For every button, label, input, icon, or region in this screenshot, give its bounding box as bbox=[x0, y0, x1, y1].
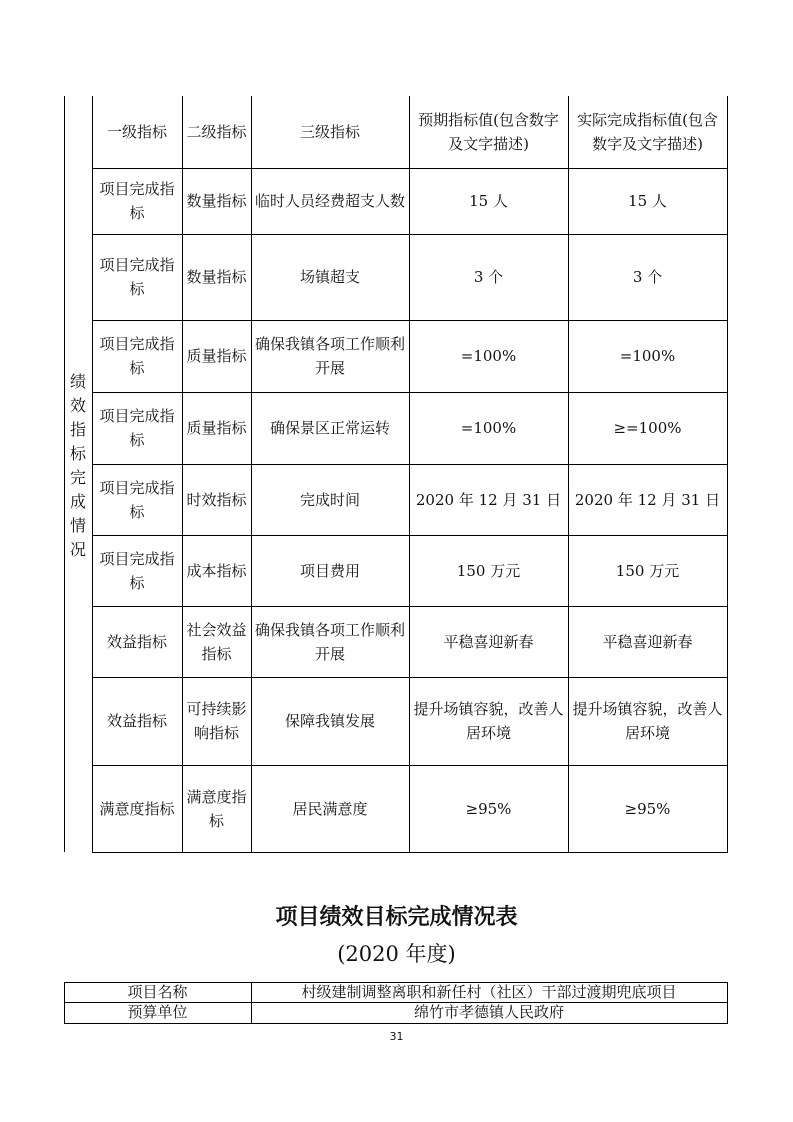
row-8-level3: 保障我镇发展 bbox=[284, 712, 375, 730]
row-6-expected: 150 万元 bbox=[456, 561, 521, 580]
row-5-expected: 2020 年 12 月 31 日 bbox=[415, 490, 562, 509]
row-4-actual: ≥=100% bbox=[613, 419, 682, 437]
row-2-actual: 3 个 bbox=[632, 268, 663, 286]
row-6-level1: 项目完成指标 bbox=[99, 549, 175, 592]
row-9-level2: 满意度指标 bbox=[186, 787, 247, 830]
row-1-level3: 临时人员经费超支人数 bbox=[254, 192, 405, 210]
row-8-level2: 可持续影响指标 bbox=[186, 700, 247, 742]
row-3-level3: 确保我镇各项工作顺利开展 bbox=[254, 335, 405, 377]
row-4-level1: 项目完成指标 bbox=[99, 407, 175, 449]
row-5-level3: 完成时间 bbox=[299, 490, 360, 509]
row-2-level2: 数量指标 bbox=[186, 268, 247, 286]
page-title: 项目绩效目标完成情况表 bbox=[275, 905, 518, 930]
side-label-char: 完 bbox=[69, 468, 86, 487]
row-9-expected: ≥95% bbox=[465, 799, 512, 818]
table-bottom-border bbox=[92, 852, 728, 853]
side-label-performance bbox=[64, 370, 92, 562]
side-label-char: 标 bbox=[69, 444, 86, 463]
row-9-level3: 居民满意度 bbox=[292, 799, 368, 818]
row-3-level1: 项目完成指标 bbox=[99, 335, 175, 377]
row-5-level1: 项目完成指标 bbox=[99, 478, 175, 521]
row-2-level3: 场镇超支 bbox=[299, 268, 360, 286]
row-2-expected: 3 个 bbox=[473, 268, 504, 286]
page-number: 31 bbox=[389, 1030, 404, 1043]
header-actual: 实际完成指标值(包含数字及文字描述) bbox=[577, 111, 718, 153]
table-right-border bbox=[727, 96, 728, 852]
header-level3: 三级指标 bbox=[299, 123, 360, 141]
row-7-level1: 效益指标 bbox=[106, 632, 167, 651]
row-9-level1: 满意度指标 bbox=[99, 799, 175, 818]
info-table-bottom-border bbox=[64, 1023, 728, 1024]
row-7-expected: 平稳喜迎新春 bbox=[443, 632, 534, 651]
project-name-label: 项目名称 bbox=[127, 983, 188, 1001]
row-1-level2: 数量指标 bbox=[186, 192, 247, 210]
row-1-level1: 项目完成指标 bbox=[99, 180, 175, 222]
row-8-level1: 效益指标 bbox=[106, 712, 167, 730]
row-6-level3: 项目费用 bbox=[299, 561, 360, 580]
row-5-actual: 2020 年 12 月 31 日 bbox=[574, 490, 721, 509]
row-5-level2: 时效指标 bbox=[186, 490, 247, 509]
info-table-right-border bbox=[727, 982, 728, 1024]
row-7-level3: 确保我镇各项工作顺利开展 bbox=[254, 620, 405, 663]
header-level1: 一级指标 bbox=[106, 123, 167, 141]
row-4-level3: 确保景区正常运转 bbox=[269, 419, 390, 437]
row-1-actual: 15 人 bbox=[628, 192, 667, 210]
row-4-level2: 质量指标 bbox=[186, 419, 247, 437]
row-6-level2: 成本指标 bbox=[186, 561, 247, 580]
header-level2: 二级指标 bbox=[186, 123, 247, 141]
row-4-expected: =100% bbox=[460, 419, 517, 437]
row-7-level2: 社会效益指标 bbox=[186, 620, 247, 663]
row-7-actual: 平稳喜迎新春 bbox=[602, 632, 693, 651]
row-3-expected: =100% bbox=[460, 347, 517, 365]
side-label-char: 绩 bbox=[69, 372, 86, 391]
row-9-actual: ≥95% bbox=[624, 799, 671, 818]
row-6-actual: 150 万元 bbox=[615, 561, 680, 580]
row-1-expected: 15 人 bbox=[469, 192, 508, 210]
row-8-expected: 提升场镇容貌，改善人居环境 bbox=[413, 700, 564, 742]
budget-unit-value: 绵竹市孝德镇人民政府 bbox=[413, 1003, 564, 1021]
side-label-char: 成 bbox=[69, 492, 86, 511]
side-label-char: 指 bbox=[69, 420, 86, 439]
side-label-char: 况 bbox=[69, 540, 86, 559]
row-3-actual: =100% bbox=[619, 347, 676, 365]
side-label-char: 效 bbox=[69, 396, 86, 415]
page-subtitle: (2020 年度) bbox=[337, 942, 456, 966]
project-name-value: 村级建制调整离职和新任村（社区）干部过渡期兜底项目 bbox=[301, 983, 677, 1001]
header-expected: 预期指标值(包含数字及文字描述) bbox=[418, 111, 559, 153]
side-label-char: 情 bbox=[69, 516, 86, 535]
row-2-level1: 项目完成指标 bbox=[99, 256, 175, 298]
row-3-level2: 质量指标 bbox=[186, 347, 247, 365]
row-8-actual: 提升场镇容貌，改善人居环境 bbox=[572, 700, 723, 742]
budget-unit-label: 预算单位 bbox=[127, 1003, 188, 1021]
